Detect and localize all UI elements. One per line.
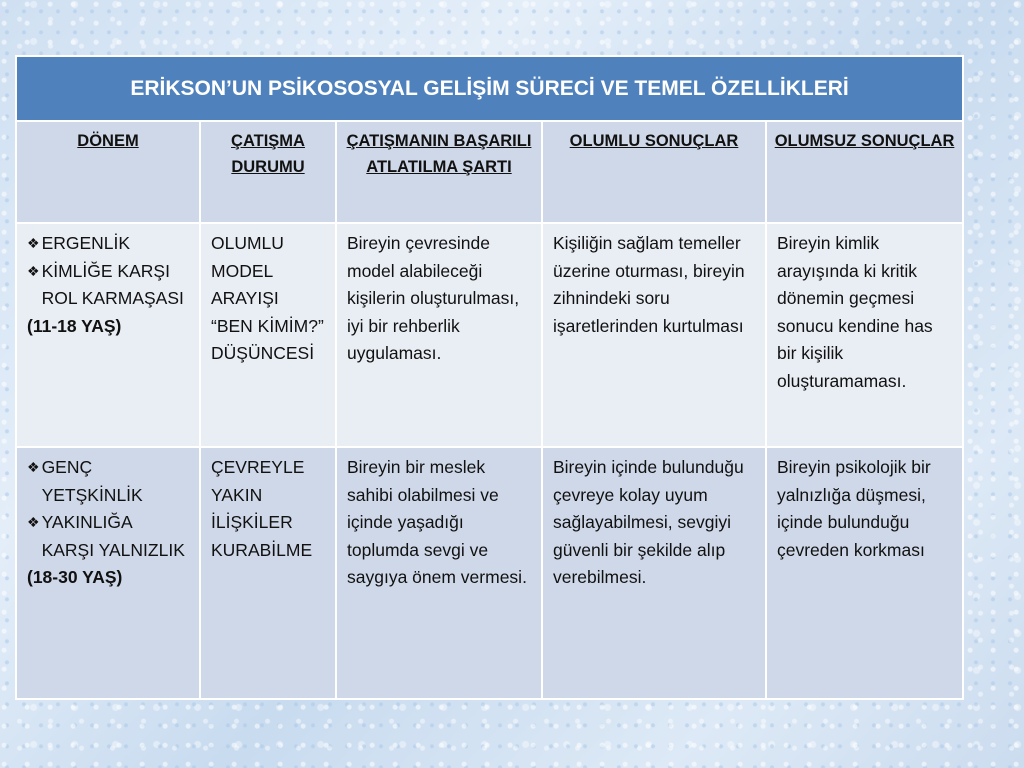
- period-item: GENÇ YETŞKİNLİK: [41, 457, 143, 505]
- period-item: ERGENLİK: [41, 233, 131, 253]
- condition-cell: Bireyin çevresinde model alabileceği kişilerin oluşturulması, iyi bir rehberlik uygulaması.: [336, 223, 542, 447]
- period-cell: [16, 223, 200, 447]
- period-cell: [16, 447, 200, 699]
- positive-cell: Kişiliğin sağlam temeller üzerine oturması, bireyin zihnindeki soru işaretlerinden kurtulması: [542, 223, 766, 447]
- positive-cell: Bireyin içinde bulunduğu çevreye kolay uyum sağlayabilmesi, sevgiyi güvenli bir şekilde alıp verebilmesi.: [542, 447, 766, 699]
- header-row: [16, 121, 963, 223]
- diamond-bullet-icon: ❖: [27, 514, 40, 530]
- conflict-cell: ÇEVREYLE YAKIN İLİŞKİLER KURABİLME: [200, 447, 336, 699]
- erikson-table: [15, 55, 964, 700]
- age-range: (18-30 YAŞ): [27, 567, 123, 587]
- header-catisma-durumu: ÇATIŞMA DURUMU: [200, 121, 336, 223]
- header-olumlu-sonuclar: OLUMLU SONUÇLAR: [542, 121, 766, 223]
- diamond-bullet-icon: ❖: [27, 459, 40, 475]
- negative-cell: Bireyin psikolojik bir yalnızlığa düşmesi, içinde bulunduğu çevreden korkması: [766, 447, 963, 699]
- age-range: (11-18 YAŞ): [27, 315, 122, 336]
- header-donem: DÖNEM: [16, 121, 200, 223]
- negative-cell: Bireyin kimlik arayışında ki kritik dönemin geçmesi sonucu kendine has bir kişilik oluşturamaması.: [766, 223, 963, 447]
- header-olumsuz-sonuclar: OLUMSUZ SONUÇLAR: [766, 121, 963, 223]
- period-item: YAKINLIĞA KARŞI YALNIZLIK: [41, 512, 185, 560]
- condition-cell: Bireyin bir meslek sahibi olabilmesi ve içinde yaşadığı toplumda sevgi ve saygıya önem vermesi.: [336, 447, 542, 699]
- diamond-bullet-icon: ❖: [27, 235, 40, 251]
- table-row: [16, 223, 963, 447]
- header-atlatilma-sarti: ÇATIŞMANIN BAŞARILI ATLATILMA ŞARTI: [336, 121, 542, 223]
- conflict-cell: OLUMLU MODEL ARAYIŞI “BEN KİMİM?” DÜŞÜNCESİ: [200, 223, 336, 447]
- table-title: ERİKSON’UN PSİKOSOSYAL GELİŞİM SÜRECİ VE TEMEL ÖZELLİKLERİ: [16, 56, 963, 121]
- table-row: [16, 447, 963, 699]
- period-item: KİMLİĞE KARŞI ROL KARMAŞASI: [41, 260, 184, 308]
- diamond-bullet-icon: ❖: [27, 262, 40, 279]
